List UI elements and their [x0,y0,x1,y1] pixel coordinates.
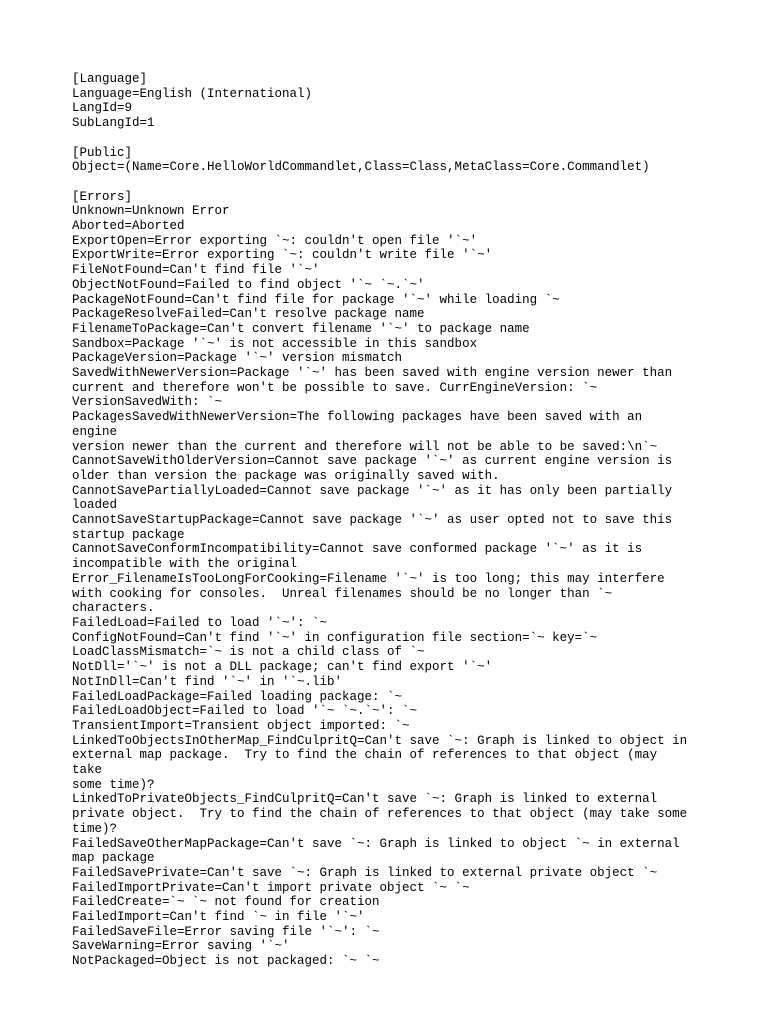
doc-line [72,131,692,146]
doc-line: version newer than the current and therefore will not be able to be saved:\n`~ [72,439,658,454]
doc-line: characters. [72,601,155,616]
doc-line: LinkedToObjectsInOtherMap_FindCulpritQ=Can't save `~: Graph is linked to object in [72,733,688,748]
document-body [72,72,692,969]
doc-line: startup package [72,527,185,542]
doc-line: ExportOpen=Error exporting `~: couldn't open file '`~' [72,233,478,248]
doc-line: Error_FilenameIsTooLongForCooking=Filename '`~' is too long; this may interfere [72,571,665,586]
doc-line: [Language] [72,72,148,86]
doc-line: CannotSavePartiallyLoaded=Cannot save package '`~' as it has only been partially [72,483,673,498]
doc-line: Unknown=Unknown Error [72,204,230,219]
doc-line: FailedCreate=`~ `~ not found for creation [72,895,380,910]
doc-line: FailedLoadObject=Failed to load '`~ `~.`~': `~ [72,704,418,719]
doc-line: FilenameToPackage=Can't convert filename '`~' to package name [72,321,530,336]
doc-line: ExportWrite=Error exporting `~: couldn't write file '`~' [72,248,493,263]
doc-line: LangId=9 [72,101,133,116]
doc-line: Object=(Name=Core.HelloWorldCommandlet,Class=Class,MetaClass=Core.Commandlet) [72,160,650,175]
doc-line: [Public] [72,145,133,160]
doc-line: FailedImportPrivate=Can't import private object `~ `~ [72,880,470,895]
doc-line: TransientImport=Transient object imported: `~ [72,718,410,733]
doc-line: time)? [72,821,118,836]
doc-line: some time)? [72,777,155,792]
doc-line: VersionSavedWith: `~ [72,395,223,410]
doc-line: older than version the package was originally saved with. [72,468,500,483]
doc-line: SaveWarning=Error saving '`~' [72,939,290,954]
doc-line: SavedWithNewerVersion=Package '`~' has been saved with engine version newer than [72,366,673,381]
doc-line: incompatible with the original [72,557,298,572]
doc-line: NotInDll=Can't find '`~' in '`~.lib' [72,674,343,689]
doc-line: PackageNotFound=Can't find file for package '`~' while loading `~ [72,292,560,307]
doc-line: PackagesSavedWithNewerVersion=The following packages have been saved with an engine [72,410,650,439]
doc-line: NotDll='`~' is not a DLL package; can't find export '`~' [72,660,493,675]
doc-line: FailedLoad=Failed to load '`~': `~ [72,615,328,630]
doc-line: PackageResolveFailed=Can't resolve package name [72,307,425,322]
doc-line: current and therefore won't be possible to save. CurrEngineVersion: `~ [72,380,598,395]
doc-line: FailedImport=Can't find `~ in file '`~' [72,910,365,925]
doc-line: LinkedToPrivateObjects_FindCulpritQ=Can't save `~: Graph is linked to external [72,792,658,807]
doc-line: PackageVersion=Package '`~' version mismatch [72,351,403,366]
doc-line: Language=English (International) [72,86,313,101]
doc-line: FailedSaveOtherMapPackage=Can't save `~: Graph is linked to object `~ in external [72,836,680,851]
doc-line: ConfigNotFound=Can't find '`~' in configuration file section=`~ key=`~ [72,630,598,645]
doc-line: loaded [72,498,118,513]
doc-line: FailedSavePrivate=Can't save `~: Graph is linked to external private object `~ [72,865,658,880]
doc-line: Sandbox=Package '`~' is not accessible in this sandbox [72,336,478,351]
doc-line: external map package. Try to find the chain of references to that object (may take [72,748,665,778]
doc-line: FileNotFound=Can't find file '`~' [72,263,320,278]
doc-line: CannotSaveWithOlderVersion=Cannot save package '`~' as current engine version is [72,454,673,469]
doc-line: private object. Try to find the chain of references to that object (may take some [72,807,688,822]
doc-line: with cooking for consoles. Unreal filenames should be no longer than `~ [72,586,613,601]
doc-line: ObjectNotFound=Failed to find object '`~ `~.`~' [72,277,425,292]
doc-line: FailedLoadPackage=Failed loading package: `~ [72,689,403,704]
doc-line: NotPackaged=Object is not packaged: `~ `~ [72,954,380,969]
doc-line: CannotSaveStartupPackage=Cannot save package '`~' as user opted not to save this [72,513,673,528]
doc-line [72,175,692,190]
doc-line: SubLangId=1 [72,116,155,131]
doc-line: LoadClassMismatch=`~ is not a child class of `~ [72,645,425,660]
doc-line: CannotSaveConformIncompatibility=Cannot save conformed package '`~' as it is [72,542,643,557]
doc-line: Aborted=Aborted [72,219,185,233]
doc-line: FailedSaveFile=Error saving file '`~': `~ [72,924,380,939]
doc-line: [Errors] [72,189,133,204]
doc-line: map package [72,851,155,866]
